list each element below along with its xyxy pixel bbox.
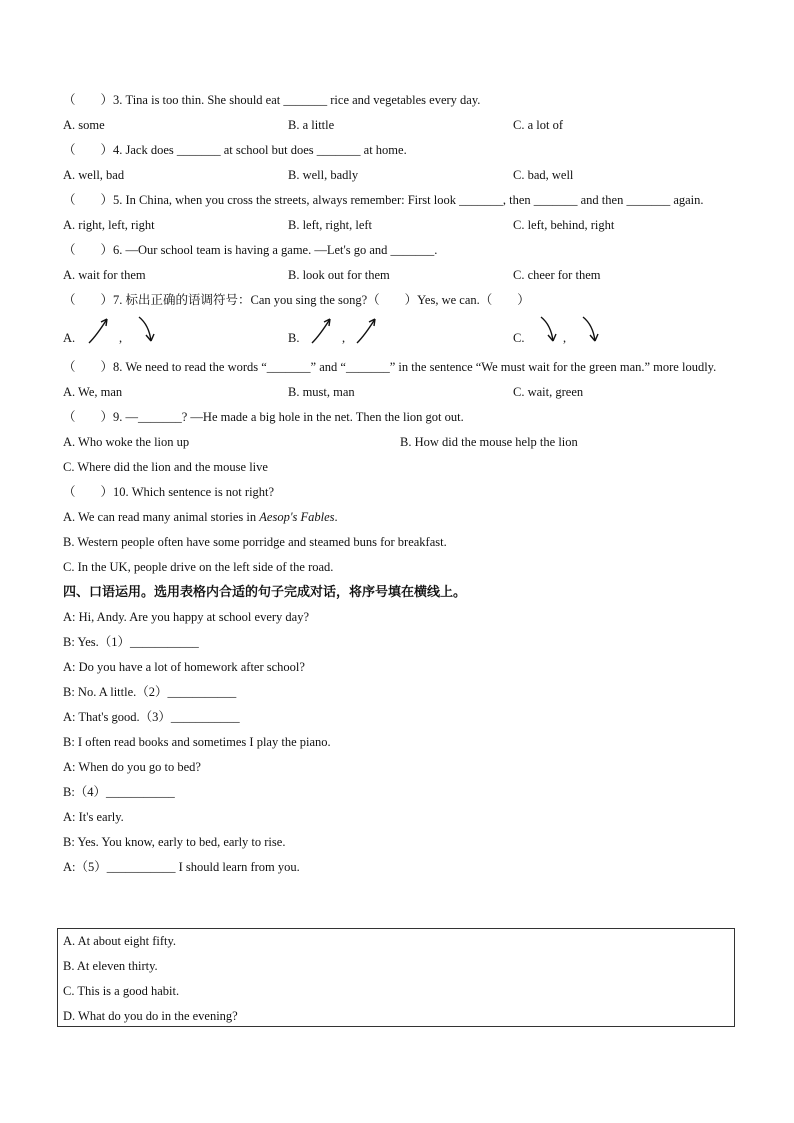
rising-arrow-icon [353, 313, 383, 347]
dialogue-line: A: That's good.（3）___________ [63, 710, 240, 724]
q7-option-a-label: A. [63, 331, 76, 345]
q10-option-a-text: A. We can read many animal stories in [63, 510, 260, 524]
q3-option-a: A. some [63, 118, 105, 132]
q5-option-a: A. right, left, right [63, 218, 155, 232]
q7-c-separator: , [563, 331, 567, 345]
q9-option-c: C. Where did the lion and the mouse live [63, 460, 268, 474]
question-9-stem: （ ）9. —_______? —He made a big hole in the net. Then the lion got out. [63, 410, 464, 424]
q9-option-b: B. How did the mouse help the lion [400, 435, 578, 449]
q7-b-separator: , [342, 331, 346, 345]
question-5-options [63, 213, 738, 238]
question-7-stem: （ ）7. 标出正确的语调符号：Can you sing the song?（ ）Yes, we can.（ ） [63, 293, 530, 307]
falling-arrow-icon [535, 313, 565, 347]
dialogue-line: B:（4）___________ [63, 785, 175, 799]
question-sheet [63, 88, 738, 880]
dialogue-line: A:（5）___________ I should learn from you. [63, 860, 300, 874]
q9-option-a: A. Who woke the lion up [63, 435, 190, 449]
section-4-heading: 四、口语运用。选用表格内合适的句子完成对话，将序号填在横线上。 [63, 585, 467, 600]
q6-option-b: B. look out for them [288, 268, 390, 282]
q10-option-b: B. Western people often have some porridge and steamed buns for breakfast. [63, 535, 447, 549]
question-8-stem: （ ）8. We need to read the words “_______” and “_______” in the sentence “We must wait for the green man.” more loudly. [63, 360, 717, 374]
rising-arrow-icon [85, 313, 115, 347]
q4-option-b: B. well, badly [288, 168, 359, 182]
question-10-stem: （ ）10. Which sentence is not right? [63, 485, 275, 499]
question-8-options [63, 380, 738, 405]
question-3-stem: （ ）3. Tina is too thin. She should eat _______ rice and vegetables every day. [63, 93, 481, 107]
box-option-c: C. This is a good habit. [63, 984, 180, 998]
q8-option-c: C. wait, green [513, 385, 584, 399]
q8-option-a: A. We, man [63, 385, 123, 399]
q10-option-a-end: . [334, 510, 338, 524]
question-5-stem: （ ）5. In China, when you cross the streets, always remember: First look _______, then _______ and then _______ again. [63, 193, 704, 207]
dialogue-line: A: Hi, Andy. Are you happy at school every day? [63, 610, 310, 624]
options-box [57, 928, 735, 1027]
q6-option-a: A. wait for them [63, 268, 146, 282]
dialogue-line: B: Yes. You know, early to bed, early to rise. [63, 835, 286, 849]
q5-option-c: C. left, behind, right [513, 218, 615, 232]
q10-option-c: C. In the UK, people drive on the left side of the road. [63, 560, 334, 574]
question-6-options [63, 263, 738, 288]
dialogue-line: A: It's early. [63, 810, 124, 824]
q4-option-a: A. well, bad [63, 168, 125, 182]
q6-option-c: C. cheer for them [513, 268, 601, 282]
falling-arrow-icon [133, 313, 163, 347]
box-option-d: D. What do you do in the evening? [63, 1009, 238, 1023]
question-6-stem: （ ）6. —Our school team is having a game. —Let's go and _______. [63, 243, 438, 257]
q7-a-separator: , [119, 331, 123, 345]
box-option-b: B. At eleven thirty. [63, 959, 158, 973]
dialogue-line: B: No. A little.（2）___________ [63, 685, 237, 699]
falling-arrow-icon [577, 313, 607, 347]
question-4-stem: （ ）4. Jack does _______ at school but does _______ at home. [63, 143, 407, 157]
q8-option-b: B. must, man [288, 385, 355, 399]
question-9-options-ab [63, 430, 738, 455]
dialogue-line: A: When do you go to bed? [63, 760, 201, 774]
book-title: Aesop's Fables [259, 510, 335, 524]
dialogue-line: B: Yes.（1）___________ [63, 635, 199, 649]
question-3-options [63, 113, 738, 138]
q3-option-c: C. a lot of [513, 118, 563, 132]
q5-option-b: B. left, right, left [288, 218, 373, 232]
dialogue-line: A: Do you have a lot of homework after school? [63, 660, 305, 674]
question-4-options [63, 163, 738, 188]
q3-option-b: B. a little [288, 118, 335, 132]
q7-option-c-label: C. [513, 331, 525, 345]
q7-option-b-label: B. [288, 331, 300, 345]
dialogue-line: B: I often read books and sometimes I play the piano. [63, 735, 331, 749]
q10-option-a [63, 505, 738, 530]
rising-arrow-icon [308, 313, 338, 347]
q4-option-c: C. bad, well [513, 168, 574, 182]
question-7-options [63, 313, 738, 355]
box-option-a: A. At about eight fifty. [63, 934, 177, 948]
